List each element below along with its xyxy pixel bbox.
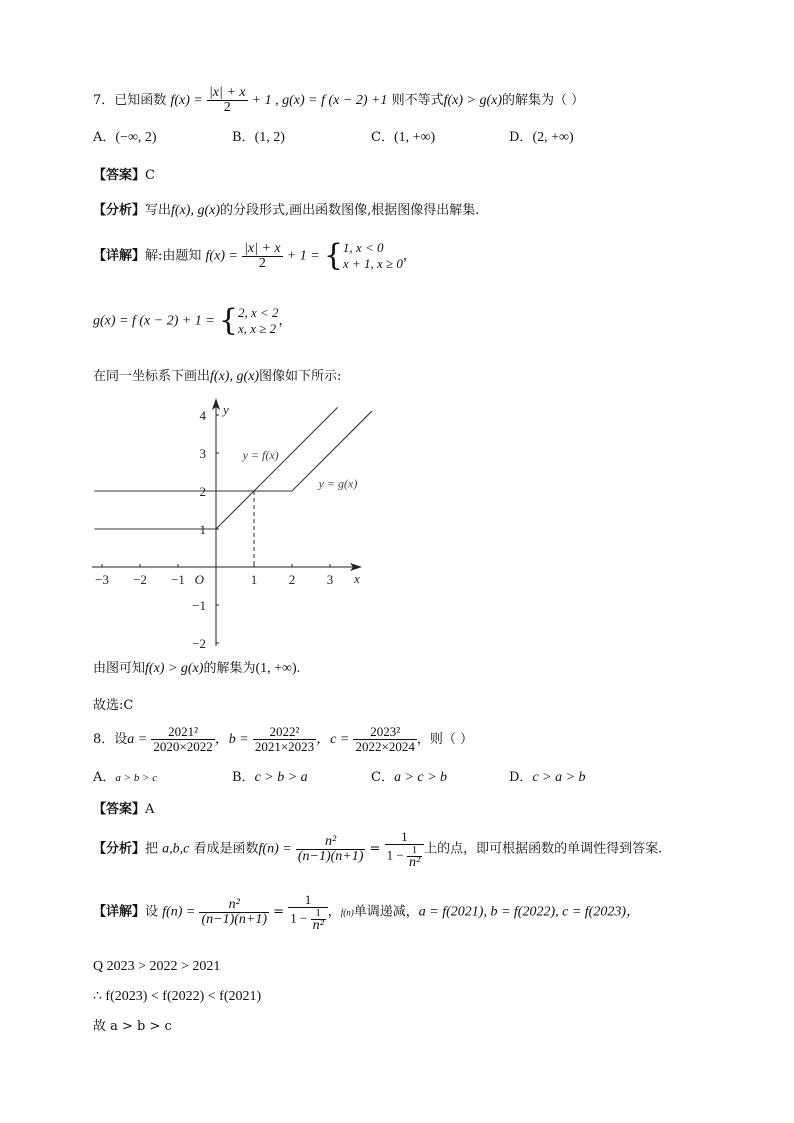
x-tick-label: −1: [171, 572, 185, 587]
inner-fraction: [407, 845, 422, 868]
option-value: (−∞, 2): [115, 130, 157, 145]
q7-stem-mid: 则不等式: [391, 93, 444, 108]
q8-option-b[interactable]: [232, 769, 308, 787]
q8-stem-pre: 设: [114, 732, 128, 747]
g-case-2: x, x ≥ 2: [238, 321, 277, 336]
origin-label: O: [194, 572, 204, 587]
q7-f-lhs: f(x) =: [170, 93, 203, 108]
x-axis-label: x: [354, 571, 360, 586]
q8-stem-post: ，则（ ）: [416, 732, 473, 747]
detail-tag: 【详解】: [93, 248, 146, 264]
complex-num: 1: [385, 830, 425, 845]
q8-c-num: 2023²: [353, 725, 416, 740]
detail-f-fraction: [242, 242, 283, 271]
graph-fg: f(x), g(x): [210, 369, 259, 384]
option-value: c > a > b: [532, 770, 586, 785]
option-label: B．: [232, 130, 255, 145]
q8-line-final: [93, 1018, 172, 1036]
answer-value: C: [145, 168, 155, 183]
analysis-post: 的分段形式,画出函数图像,根据图像得出解集.: [220, 203, 480, 218]
y-tick-label: 2: [199, 484, 206, 499]
q8-b-num: 2022²: [253, 725, 316, 740]
q8-a-fraction: [151, 725, 214, 754]
analysis-mid: 看成是函数: [193, 841, 259, 857]
x-tick-label: 1: [250, 572, 258, 587]
inner-den: n²: [408, 855, 421, 870]
q8-option-d[interactable]: [509, 769, 586, 787]
fn-lhs: f(n) =: [258, 841, 292, 857]
x-tick-label: 2: [288, 572, 296, 587]
detail-vals: a = f(2021), b = f(2022), c = f(2023)，: [418, 904, 640, 920]
q8-line-therefore: [93, 988, 261, 1006]
q8-c-fraction: [353, 725, 416, 754]
y-tick-label: −2: [192, 636, 206, 650]
choose-text: 故选:C: [93, 698, 134, 713]
g-case-1: 2, x < 2: [238, 305, 279, 320]
option-value: (1, +∞): [393, 130, 436, 145]
option-value: a > b > c: [115, 772, 158, 784]
y-axis-label: y: [223, 402, 229, 417]
inner-den: n²: [312, 918, 324, 933]
analysis-pre: 写出: [145, 203, 172, 218]
concl-pre: 由图可知: [93, 661, 146, 676]
option-label: B．: [232, 770, 255, 785]
y-tick-label: 4: [199, 408, 206, 423]
series-g-label: y = g(x): [318, 476, 358, 491]
q7-ineq: f(x) > g(x): [443, 93, 503, 108]
fn-complex-fraction: [288, 893, 328, 931]
q8-a-num: 2021²: [151, 725, 214, 740]
q7-answer: [93, 167, 155, 185]
q7-option-a[interactable]: [93, 129, 157, 147]
option-value: a > c > b: [393, 770, 448, 785]
fn-complex-fraction: [385, 830, 425, 868]
left-brace: {: [218, 303, 238, 338]
series-f-label: y = f(x): [242, 447, 279, 462]
fn-lhs: f(n) =: [162, 904, 196, 920]
function-graph: [88, 396, 378, 650]
fn-den: (n−1)(n+1): [201, 911, 268, 927]
q7-choose: [93, 697, 133, 715]
q7-option-d[interactable]: [509, 129, 574, 147]
detail-f-den: 2: [258, 255, 266, 271]
line-q: Q 2023 > 2022 > 2021: [93, 959, 221, 974]
complex-num: 1: [288, 893, 328, 908]
analysis-fg: f(x), g(x): [171, 203, 220, 218]
detail-pre: 解:由题知: [145, 248, 202, 264]
y-tick-label: 3: [199, 446, 206, 461]
q7-detail-g: [93, 305, 292, 337]
answer-tag: 【答案】: [93, 168, 146, 183]
x-tick-label: 3: [326, 572, 334, 587]
option-label: C．: [371, 770, 394, 785]
q7-f-den: 2: [223, 100, 231, 115]
concl-mid: 的解集为: [203, 661, 256, 676]
answer-value: A: [145, 802, 155, 817]
concl-ineq: f(x) > g(x): [145, 661, 204, 676]
q8-a-lhs: a =: [127, 732, 148, 747]
f-cases: [343, 240, 403, 272]
f-case-1: 1, x < 0: [342, 240, 384, 255]
q8-option-c[interactable]: [371, 769, 447, 787]
q8-stem: [93, 725, 473, 754]
f-case-2: x + 1, x ≥ 0: [342, 256, 403, 271]
line-therefore: ∴ f(2023) < f(2022) < f(2021): [93, 989, 262, 1004]
g-end: ，: [278, 313, 292, 329]
answer-tag: 【答案】: [93, 802, 146, 817]
analysis-post: 上的点，即可根据函数的单调性得到答案.: [424, 841, 663, 857]
graph-pre: 在同一坐标系下画出: [93, 369, 211, 384]
one-minus: 1 −: [290, 910, 308, 926]
one-minus: 1 −: [386, 847, 404, 863]
option-label: A．: [93, 770, 116, 785]
q7-detail-f: [93, 240, 416, 272]
detail-f-lhs: f(x) =: [205, 248, 238, 264]
q8-c-lhs: ，c =: [316, 732, 350, 747]
eq-sign: =: [369, 841, 381, 857]
q7-stem: [93, 86, 584, 115]
q8-option-a[interactable]: [93, 769, 157, 787]
q7-number: 7．: [93, 93, 115, 108]
complex-den: [385, 845, 425, 868]
q7-conclusion: [93, 660, 300, 678]
analysis-tag: 【分析】: [93, 841, 146, 857]
q8-analysis: [93, 830, 662, 868]
q8-b-den: 2021×2023: [254, 739, 315, 754]
inner-num: 1: [311, 908, 326, 920]
fn-fraction: [296, 835, 366, 864]
option-label: D．: [509, 770, 533, 785]
detail-mid: ，: [327, 904, 341, 920]
q8-c-den: 2022×2024: [355, 739, 415, 754]
q7-analysis: [93, 202, 479, 220]
q7-f-fraction: [207, 86, 248, 115]
concl-set: (1, +∞).: [255, 661, 301, 676]
fn-num: n²: [296, 835, 366, 850]
detail-f-tail: + 1 =: [286, 248, 320, 264]
g-lhs: g(x) = f (x − 2) + 1 =: [93, 313, 215, 329]
fn-small: f(n): [340, 907, 354, 918]
f-end: ，: [402, 248, 416, 264]
q7-f-tail: + 1 , g(x) = f (x − 2) +1: [251, 93, 388, 108]
x-tick-label: −2: [133, 572, 147, 587]
option-label: A．: [93, 130, 116, 145]
q7-stem-pre: 已知函数: [114, 93, 167, 108]
q8-line-q: [93, 958, 220, 976]
eq-sign: =: [273, 904, 285, 920]
detail-tag: 【详解】: [93, 904, 146, 920]
option-label: D．: [509, 130, 533, 145]
x-tick-label: −3: [95, 572, 109, 587]
option-value: (1, 2): [254, 130, 285, 145]
q8-number: 8．: [93, 732, 115, 747]
detail-pre: 设: [145, 904, 159, 920]
detail-mono: 单调递减，: [353, 904, 419, 920]
q7-option-c[interactable]: [371, 129, 435, 147]
y-tick-label: −1: [192, 598, 206, 613]
fn-fraction: [199, 898, 269, 927]
analysis-pre: 把: [145, 841, 159, 857]
option-label: C．: [371, 130, 394, 145]
inner-num: 1: [407, 845, 422, 857]
detail-f-num: |x| + x: [244, 240, 281, 256]
q8-answer: [93, 801, 154, 819]
q7-stem-post: 的解集为（ ）: [502, 93, 585, 108]
left-brace: {: [323, 238, 343, 273]
option-value: c > b > a: [254, 770, 308, 785]
line-final: 故 a > b > c: [93, 1019, 172, 1034]
q7-graph-intro: [93, 368, 341, 386]
fn-den: (n−1)(n+1): [297, 848, 364, 864]
q7-f-num: |x| + x: [208, 85, 246, 100]
q8-b-lhs: ，b =: [214, 732, 249, 747]
q8-a-den: 2020×2022: [153, 739, 213, 754]
y-tick-label: 1: [199, 522, 206, 537]
analysis-abc: a,b,c: [162, 841, 190, 857]
q8-detail: [93, 893, 640, 931]
option-value: (2, +∞): [532, 130, 574, 145]
g-cases: [238, 305, 279, 337]
q8-b-fraction: [253, 725, 316, 754]
complex-den: [288, 908, 328, 931]
q7-option-b[interactable]: [232, 129, 285, 147]
graph-post: 图像如下所示:: [258, 369, 342, 384]
fn-num: n²: [199, 898, 269, 913]
analysis-tag: 【分析】: [93, 203, 146, 218]
inner-fraction: [311, 908, 326, 931]
